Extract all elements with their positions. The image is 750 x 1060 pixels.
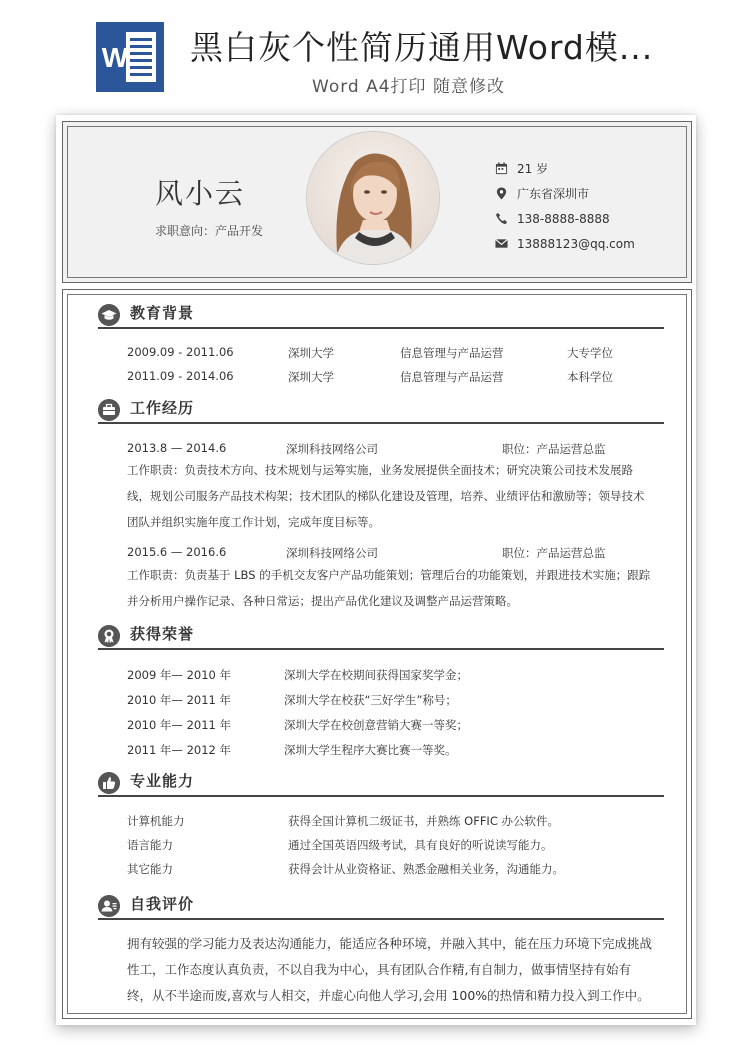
section-title-skills: 专业能力: [130, 772, 195, 790]
job-position-1: 职位：产品运营总监: [502, 442, 606, 456]
honor-text-3: 深圳大学在校创意营销大赛一等奖；: [284, 718, 468, 732]
user-card-icon: [98, 895, 120, 917]
edu-degree-1: 大专学位: [567, 346, 613, 360]
honor-text-1: 深圳大学在校期间获得国家奖学金；: [284, 668, 468, 682]
contact-email-text: 13888123@qq.com: [517, 236, 635, 251]
graduation-cap-icon: [98, 304, 120, 326]
section-title-education: 教育背景: [130, 304, 195, 322]
skill-name-1: 计算机能力: [127, 814, 185, 828]
skill-text-1: 获得全国计算机二级证书，并熟练 OFFIC 办公软件。: [288, 814, 560, 828]
job-period-1: 2013.8 — 2014.6: [127, 441, 227, 455]
job-position-2: 职位：产品运营总监: [502, 546, 606, 560]
honor-period-3: 2010 年— 2011 年: [127, 718, 231, 732]
mail-icon: [495, 237, 508, 250]
honor-text-2: 深圳大学在校获“三好学生”称号；: [284, 693, 457, 707]
banner: [0, 0, 750, 110]
skill-name-2: 语言能力: [127, 838, 173, 852]
document-title: 黑白灰个性简历通用Word模...: [190, 28, 654, 67]
location-icon: [495, 187, 508, 200]
skill-text-3: 获得会计从业资格证、熟悉金融相关业务，沟通能力。: [288, 862, 564, 876]
job-period-2: 2015.6 — 2016.6: [127, 545, 227, 559]
job-company-2: 深圳科技网络公司: [286, 546, 378, 560]
honor-period-1: 2009 年— 2010 年: [127, 668, 231, 682]
portrait-image: [307, 132, 439, 264]
section-title-self-eval: 自我评价: [130, 895, 195, 913]
calendar-icon: [495, 162, 508, 175]
award-icon: [98, 625, 120, 647]
contact-phone: [495, 206, 635, 231]
profile-header: [62, 121, 692, 283]
job-intent-label: 求职意向：: [155, 224, 216, 238]
edu-major-1: 信息管理与产品运营: [400, 346, 504, 360]
section-title-honors: 获得荣誉: [130, 625, 195, 643]
job-intent-value: 产品开发: [215, 224, 264, 238]
contact-email: [495, 231, 635, 256]
briefcase-icon: [98, 399, 120, 421]
section-honors: [98, 626, 664, 650]
contact-phone-text: 138-8888-8888: [517, 211, 610, 226]
edu-school-1: 深圳大学: [288, 346, 334, 360]
contact-list: [495, 156, 635, 256]
section-self-eval: [98, 896, 664, 920]
svg-text:W: W: [101, 42, 129, 73]
honor-text-4: 深圳大学生程序大赛比赛一等奖。: [284, 743, 457, 757]
contact-location-text: 广东省深圳市: [517, 187, 590, 201]
contact-location: [495, 181, 635, 206]
thumbs-up-icon: [98, 772, 120, 794]
profile-photo: [307, 132, 439, 264]
edu-degree-2: 本科学位: [567, 370, 613, 384]
word-logo-icon: [96, 22, 164, 92]
section-skills: [98, 773, 664, 797]
section-education: [98, 305, 664, 329]
skill-text-2: 通过全国英语四级考试，具有良好的听说读写能力。: [288, 838, 553, 852]
edu-period-1: 2009.09 - 2011.06: [127, 345, 234, 359]
job-intent: [155, 222, 263, 239]
honor-period-4: 2011 年— 2012 年: [127, 743, 231, 757]
candidate-name: 风小云: [155, 177, 246, 210]
section-work: [98, 400, 664, 424]
contact-age: [495, 156, 635, 181]
edu-school-2: 深圳大学: [288, 370, 334, 384]
contact-age-text: 21 岁: [517, 162, 549, 176]
skill-name-3: 其它能力: [127, 862, 173, 876]
document-subtitle: Word A4打印 随意修改: [312, 77, 505, 97]
job-description-2: 工作职责：负责基于 LBS 的手机交友客户产品功能策划；管理后台的功能策划，并跟进技术实施；跟踪并分析用户操作记录、各种日常运；提出产品优化建议及调整产品运营策略。: [127, 568, 651, 608]
edu-major-2: 信息管理与产品运营: [400, 370, 504, 384]
honor-period-2: 2010 年— 2011 年: [127, 693, 231, 707]
phone-icon: [495, 212, 508, 225]
self-eval-text: 拥有较强的学习能力及表达沟通能力，能适应各种环境，并融入其中，能在压力环境下完成挑战性工，工作态度认真负责，不以自我为中心，具有团队合作精,有自制力，做事情坚持有始有终，从不半途而废,喜欢与人相交，并虚心向他人学习,会用 100%的热情和精力投入到工作中。: [127, 936, 653, 1003]
job-description-1: 工作职责：负责技术方向、技术规划与运筹实施，业务发展提供全面技术；研究决策公司技术发展路线，规划公司服务产品技术构架；技术团队的梯队化建设及管理，培养、业绩评估和激励等；领导技术团队并组织实施年度工作计划，完成年度目标等。: [127, 463, 645, 529]
edu-period-2: 2011.09 - 2014.06: [127, 369, 234, 383]
job-company-1: 深圳科技网络公司: [286, 442, 378, 456]
section-title-work: 工作经历: [130, 399, 195, 417]
